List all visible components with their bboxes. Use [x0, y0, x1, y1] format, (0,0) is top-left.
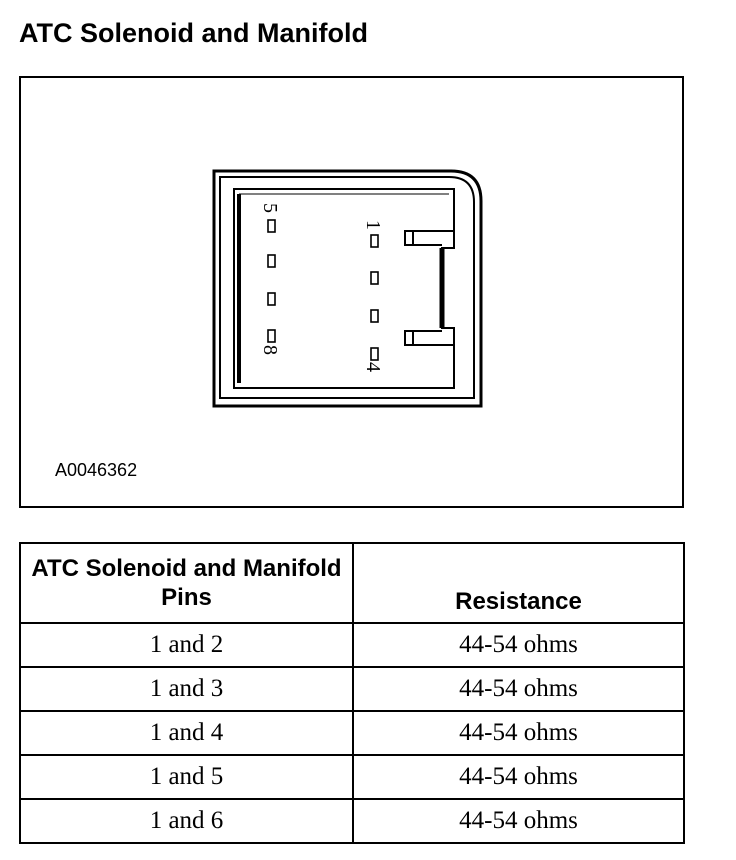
cell-pins: 1 and 6: [20, 799, 353, 843]
latch-tab-bottom: [405, 331, 413, 345]
cell-resistance: 44-54 ohms: [353, 755, 684, 799]
table-row: [20, 623, 684, 667]
connector-cavity: [234, 189, 454, 388]
table-row: [20, 667, 684, 711]
cell-pins: 1 and 4: [20, 711, 353, 755]
cell-resistance: 44-54 ohms: [353, 667, 684, 711]
pin-terminal-3: [371, 310, 378, 322]
pin-terminal-5: [268, 220, 275, 232]
figure-id: A0046362: [55, 460, 138, 480]
page-title: ATC Solenoid and Manifold: [19, 18, 368, 48]
cell-resistance: 44-54 ohms: [353, 799, 684, 843]
header-pins: ATC Solenoid and Manifold Pins: [20, 543, 353, 623]
latch-arm-bottom: [413, 331, 454, 345]
table-row: [20, 799, 684, 843]
cell-pins: 1 and 2: [20, 623, 353, 667]
cell-resistance: 44-54 ohms: [353, 711, 684, 755]
pin-terminal-2: [371, 272, 378, 284]
table-header-row: [20, 543, 684, 623]
cell-pins: 1 and 5: [20, 755, 353, 799]
pin-label-8: 8: [259, 345, 281, 355]
latch-tab-top: [405, 231, 413, 245]
pin-label-4: 4: [362, 362, 384, 372]
connector-figure: [19, 76, 684, 508]
table-row: [20, 711, 684, 755]
pin-terminal-8: [268, 330, 275, 342]
connector-diagram: [21, 78, 686, 510]
latch-arm-top: [413, 231, 454, 245]
pin-label-5: 5: [259, 203, 281, 213]
cell-pins: 1 and 3: [20, 667, 353, 711]
header-resistance: Resistance: [353, 543, 684, 623]
pin-label-1: 1: [362, 220, 384, 230]
pin-terminal-1: [371, 235, 378, 247]
pin-terminal-7: [268, 293, 275, 305]
pin-terminal-6: [268, 255, 275, 267]
pin-terminal-4: [371, 348, 378, 360]
table-row: [20, 755, 684, 799]
cell-resistance: 44-54 ohms: [353, 623, 684, 667]
resistance-table: [19, 542, 685, 844]
connector-housing-inner: [220, 177, 474, 398]
